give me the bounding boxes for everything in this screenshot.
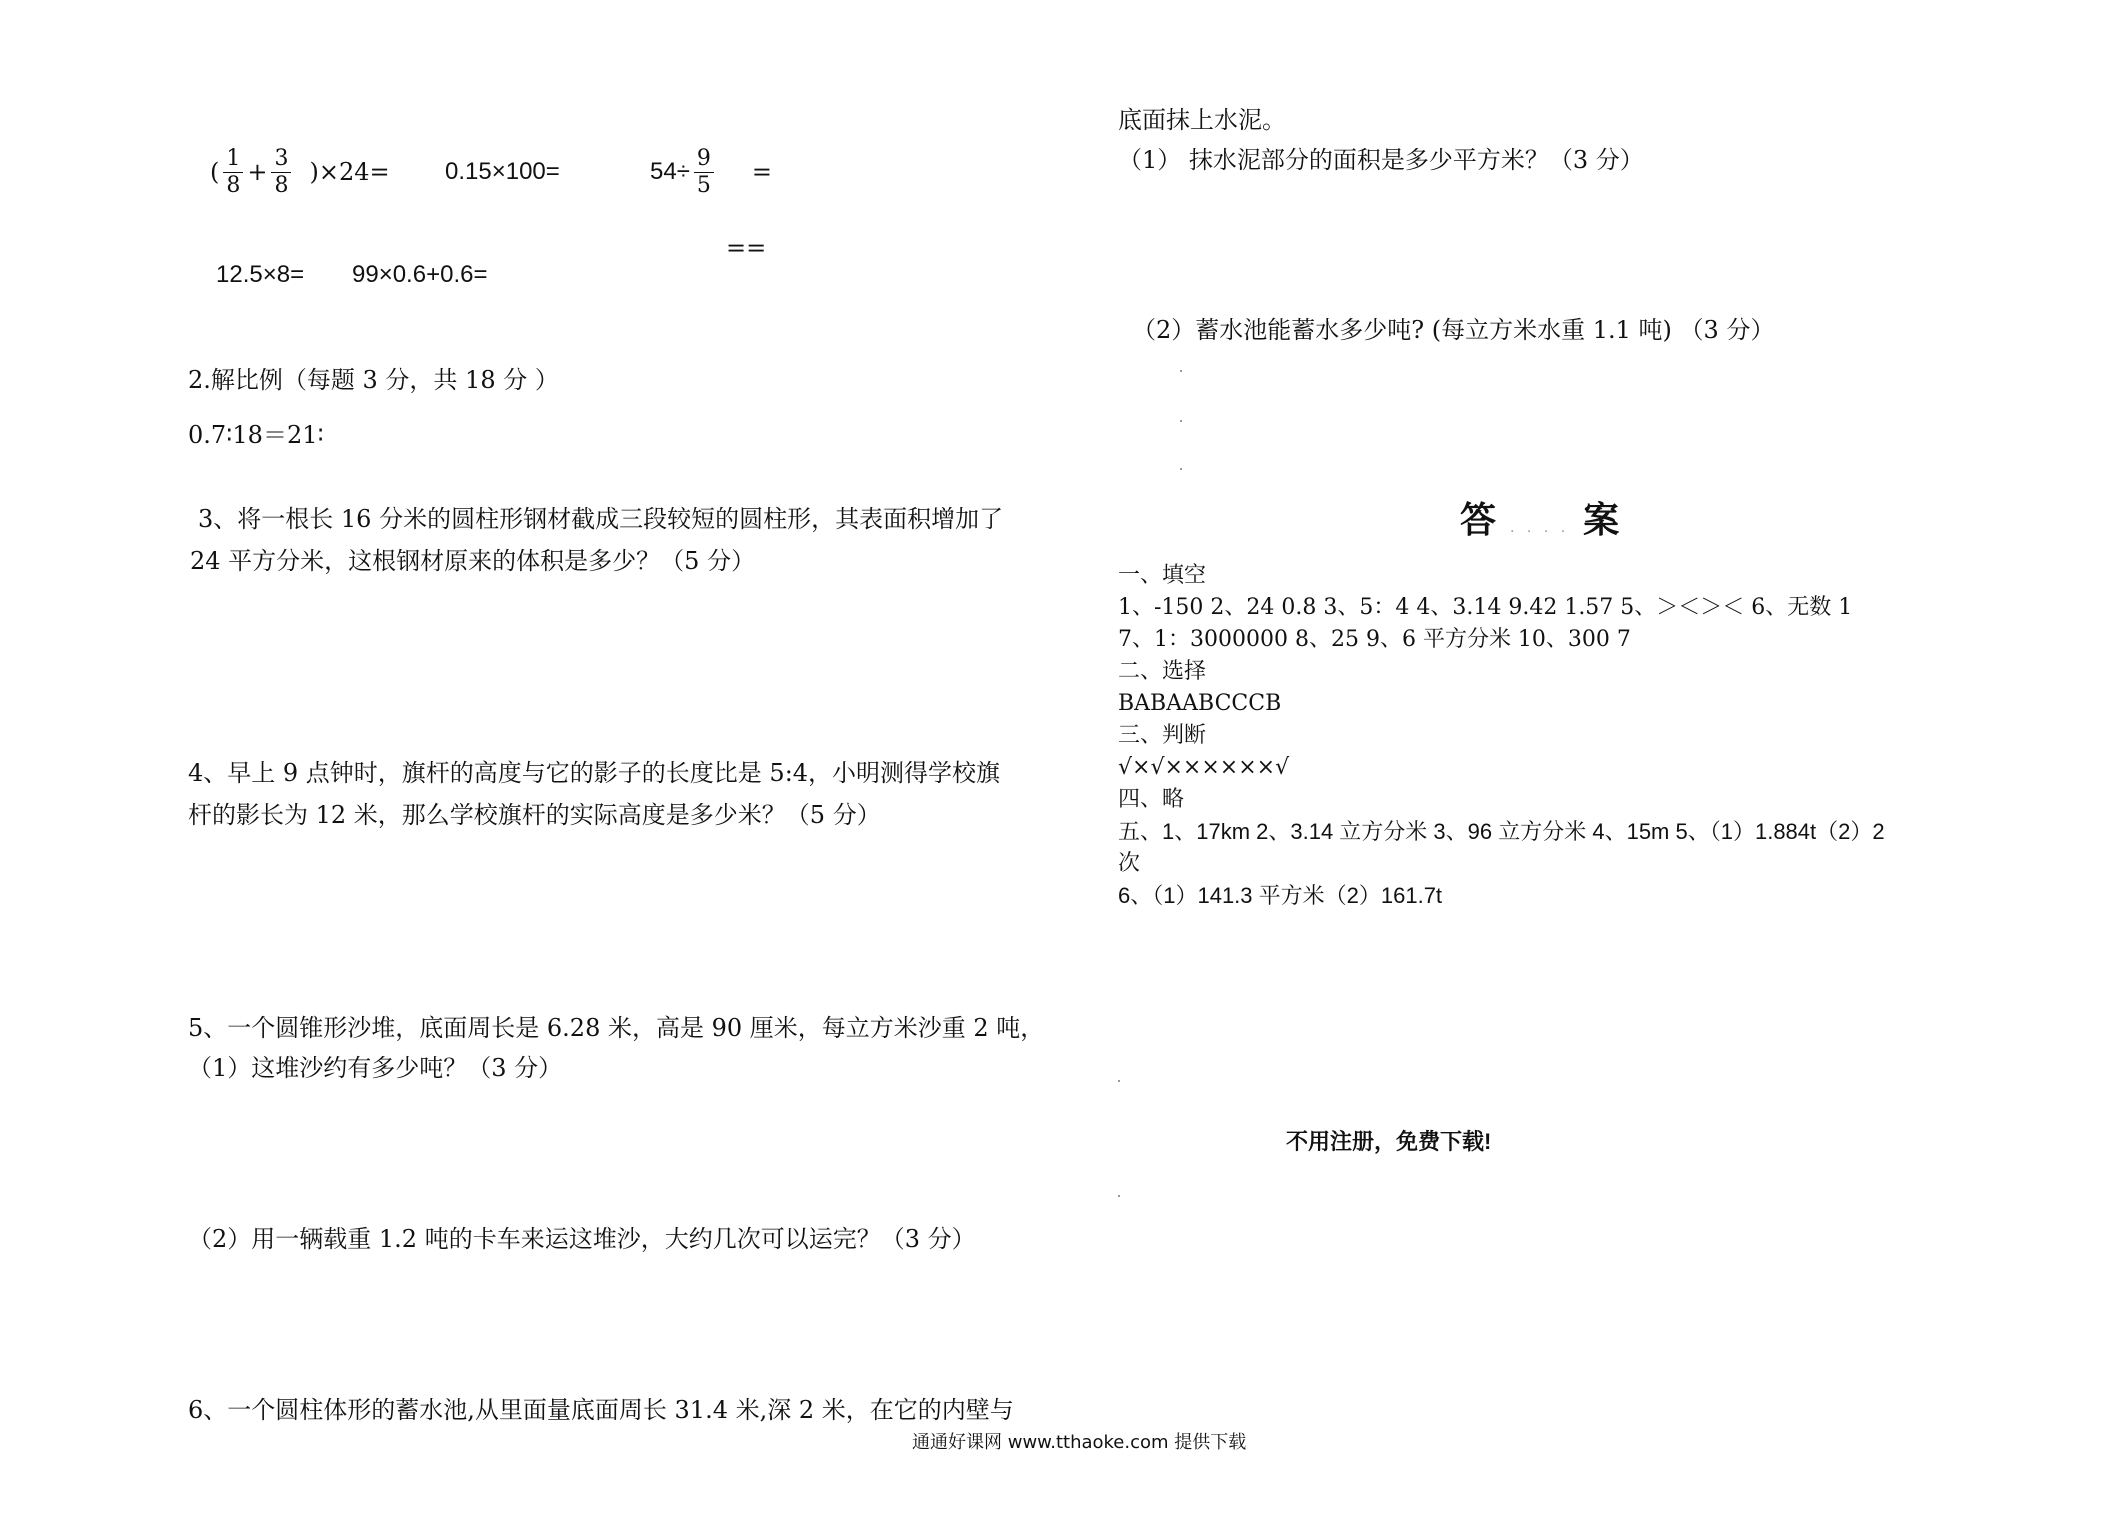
answer-line: 1、-150 2、24 0.8 3、5：4 4、3.14 9.42 1.57 5、＞＜＞＜ 6、无数 1	[1118, 595, 1853, 620]
fraction-denominator: 8	[274, 172, 289, 198]
promo-text: 不用注册，免费下载!	[1286, 1129, 1492, 1154]
expr1-close: )×24=	[309, 158, 390, 186]
q6-line-1: 6、一个圆柱体形的蓄水池,从里面量底面周长 31.4 米,深 2 米，在它的内壁与	[188, 1396, 1014, 1424]
answer-line: 6、（1）141.3 平方米（2）161.7t	[1118, 883, 1443, 908]
q5-line-1: 5、一个圆锥形沙堆，底面周长是 6.28 米，高是 90 厘米，每立方米沙重 2 吨，	[188, 1014, 1045, 1042]
scan-speck	[1180, 370, 1182, 372]
q6-continued-line-3: （2）蓄水池能蓄水多少吨? (每立方米水重 1.1 吨) （3 分）	[1132, 316, 1775, 344]
q4-line-2: 杆的影长为 12 米，那么学校旗杆的实际高度是多少米？（5 分）	[188, 801, 881, 829]
fraction-9-5	[694, 146, 714, 199]
scan-speck	[1118, 1080, 1120, 1082]
q4-line-1: 4、早上 9 点钟时，旗杆的高度与它的影子的长度比是 5:4，小明测得学校旗	[188, 759, 1001, 787]
answers-title-dots: . . . .	[1510, 520, 1570, 536]
q6-continued-line-1: 底面抹上水泥。	[1118, 106, 1286, 134]
answer-line: √×√××××××√	[1118, 755, 1290, 780]
fraction-numerator: 1	[223, 146, 243, 173]
footer-credit: 通通好课网 www.tthaoke.com 提供下载	[912, 1432, 1247, 1453]
fraction-3-8	[271, 146, 291, 199]
calc-expr-3	[650, 140, 772, 204]
q2-expression: 0.7∶18＝21∶	[188, 421, 324, 449]
answers-title	[1460, 492, 1619, 543]
calc-expr-2: 0.15×100=	[445, 158, 560, 185]
fraction-denominator: 8	[226, 172, 241, 198]
q3-line-2: 24 平方分米，这根钢材原来的体积是多少？（5 分）	[190, 547, 756, 575]
answers-title-char-2: 案	[1583, 499, 1620, 541]
answer-line: 次	[1118, 851, 1141, 876]
calc-row-1	[210, 140, 390, 204]
fraction-denominator: 5	[696, 172, 711, 198]
answer-line: 7、1：3000000 8、25 9、6 平方分米 10、300 7	[1118, 627, 1631, 652]
q6-continued-line-2: （1） 抹水泥部分的面积是多少平方米？（3 分）	[1118, 146, 1644, 174]
plus-sign: +	[247, 158, 268, 186]
expr3-pre: 54÷	[650, 158, 690, 185]
scan-speck	[1180, 420, 1182, 422]
fraction-numerator: 9	[694, 146, 714, 173]
answers-title-char-1: 答	[1460, 499, 1497, 541]
q2-heading: 2.解比例（每题 3 分，共 18 分 ）	[188, 366, 559, 394]
scan-speck	[1180, 468, 1182, 470]
answer-line: 二、选择	[1118, 659, 1207, 684]
q5-line-2: （1）这堆沙约有多少吨？（3 分）	[188, 1054, 563, 1082]
answers-list	[1118, 560, 1885, 912]
answer-line: BABAABCCCB	[1118, 691, 1282, 716]
expr3-post: =	[751, 158, 772, 186]
q5-line-3: （2）用一辆载重 1.2 吨的卡车来运这堆沙，大约几次可以运完？（3 分）	[188, 1225, 976, 1253]
answer-line: 三、判断	[1118, 723, 1207, 748]
expr1-open: (	[210, 158, 220, 186]
calc-expr-5: 99×0.6+0.6=	[352, 261, 488, 288]
answer-line: 五、1、17km 2、3.14 立方分米 3、96 立方分米 4、15m 5、（1）1.884t（2）2	[1118, 819, 1885, 844]
q3-line-1: 3、将一根长 16 分米的圆柱形钢材截成三段较短的圆柱形，其表面积增加了	[198, 505, 1004, 533]
answer-line: 一、填空	[1118, 563, 1207, 588]
answer-line: 四、略	[1118, 787, 1185, 812]
fraction-1-8	[223, 146, 243, 199]
calc-expr-4: 12.5×8=	[216, 261, 305, 288]
fraction-numerator: 3	[271, 146, 291, 173]
scan-speck	[1118, 1195, 1120, 1197]
double-equals: ==	[726, 234, 767, 262]
